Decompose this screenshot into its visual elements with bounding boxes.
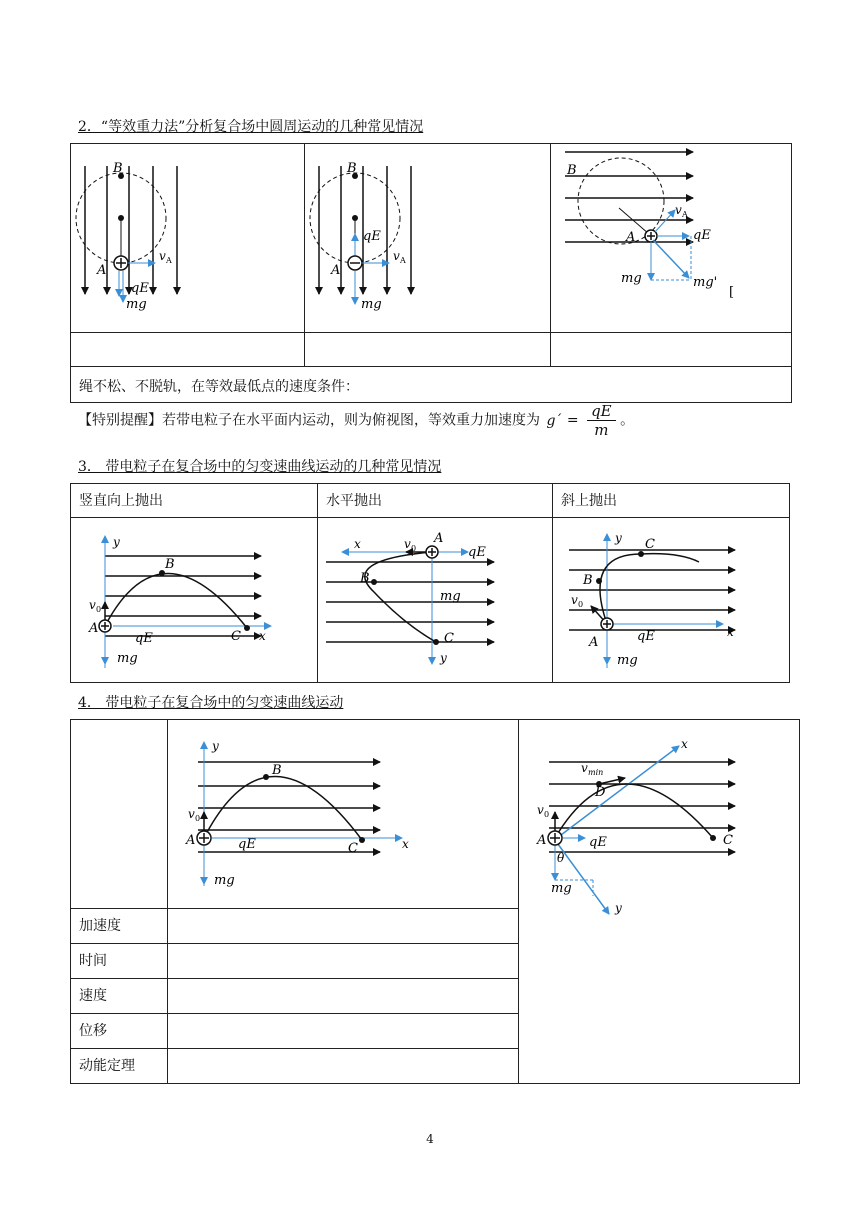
label-C: C (723, 833, 733, 848)
circle-diagram-2 (305, 144, 550, 328)
label-A: A (589, 635, 599, 650)
label-v0-sub: 0 (96, 605, 102, 614)
throw-diagram-oblique (553, 518, 789, 678)
label-qE: qE (363, 229, 381, 244)
acceleration-answer (168, 909, 519, 944)
label-qE: qE (135, 631, 153, 646)
label-D: D (595, 785, 606, 800)
label-x: x (727, 625, 734, 639)
throw-diagram-cell-2 (318, 518, 553, 683)
uniform-curve-diagram (168, 720, 518, 904)
label-vmin-sub: min (588, 768, 604, 777)
label-vA: v (675, 203, 682, 217)
label-v0-sub: 0 (578, 600, 584, 609)
row-label-kinetic-energy (71, 1049, 168, 1084)
label-B: B (113, 161, 123, 176)
circle-diagram-cell-1 (71, 144, 305, 333)
label-x: x (402, 837, 409, 851)
label-qE: qE (637, 629, 655, 644)
note-end: 。 (620, 412, 635, 429)
label-vA: v (159, 249, 166, 263)
note-prime: ´ (555, 412, 563, 429)
label-v0: v (571, 593, 578, 607)
label-v0: v (188, 807, 195, 821)
label-B: B (272, 763, 282, 778)
circle-diagram-cell-2 (305, 144, 551, 333)
label-mg: mg (440, 589, 461, 604)
row-label-velocity (71, 979, 168, 1014)
label-y: y (615, 531, 622, 545)
section4-table (70, 719, 800, 1084)
throw-diagram-cell-1 (71, 518, 318, 683)
label-v0-sub: 0 (195, 814, 201, 823)
label-C: C (348, 841, 358, 856)
label-B: B (360, 571, 370, 586)
kinetic-energy-answer (168, 1049, 519, 1084)
row-label-acceleration (71, 909, 168, 944)
label-v0: v (89, 598, 96, 612)
time-label: 时间 (79, 953, 107, 969)
label-v0: v (537, 803, 544, 817)
label-y: y (212, 739, 219, 753)
decomposition-diagram (519, 720, 799, 930)
label-qE: qE (468, 545, 486, 560)
label-mg: mg (126, 297, 147, 312)
label-qE: qE (238, 837, 256, 852)
stray-bracket: [ (729, 285, 735, 300)
label-B: B (347, 161, 357, 176)
condition-row (71, 367, 792, 403)
condition-text: 绳不松、不脱轨，在等效最低点的速度条件： (79, 379, 359, 395)
displacement-label: 位移 (79, 1023, 107, 1039)
note-fraction (587, 402, 616, 439)
section2-heading: 2．“等效重力法”分析复合场中圆周运动的几种常见情况 (78, 119, 424, 135)
uniform-curve-diagram-cell (168, 720, 519, 909)
throw-diagram-vertical (71, 518, 317, 678)
label-mg: mg (117, 651, 138, 666)
label-B: B (583, 573, 593, 588)
header-cell-1 (71, 484, 318, 518)
answer-cell-3 (551, 333, 792, 367)
label-A: A (331, 263, 341, 278)
header-cell-3 (553, 484, 790, 518)
section3-heading: 3． 带电粒子在复合场中的匀变速曲线运动的几种常见情况 (78, 459, 442, 475)
throw-diagram-cell-3 (553, 518, 790, 683)
label-x: x (354, 537, 361, 551)
section4-heading: 4． 带电粒子在复合场中的匀变速曲线运动 (78, 695, 344, 711)
label-vA: v (393, 249, 400, 263)
circle-diagram-1 (71, 144, 304, 328)
blank-cell (71, 720, 168, 909)
fraction-numerator: qE (587, 402, 616, 421)
label-v0: v (404, 537, 411, 551)
label-mg: mg (551, 881, 572, 896)
note-eq: = (566, 412, 579, 429)
section3-table (70, 483, 790, 683)
row-label-displacement (71, 1014, 168, 1049)
label-mg-prime: mg' (693, 275, 718, 290)
answer-cell-1 (71, 333, 305, 367)
label-mg: mg (214, 873, 235, 888)
special-note (78, 402, 634, 439)
header-horizontal-throw: 水平抛出 (326, 493, 382, 509)
header-cell-2 (318, 484, 553, 518)
header-vertical-throw: 竖直向上抛出 (79, 493, 163, 509)
label-y: y (440, 651, 447, 665)
circle-diagram-cell-3 (551, 144, 792, 333)
note-text: 【特别提醒】若带电粒子在水平面内运动，则为俯视图，等效重力加速度为 (78, 412, 540, 429)
label-B: B (165, 557, 175, 572)
label-y: y (615, 901, 622, 915)
page-number: 4 (426, 1132, 434, 1146)
label-x: x (259, 629, 266, 643)
throw-diagram-horizontal (318, 518, 552, 678)
label-y: y (113, 535, 120, 549)
label-vA-sub: A (166, 256, 172, 265)
label-qE: qE (693, 228, 711, 243)
label-qE: qE (589, 835, 607, 850)
label-vmin: v (581, 761, 588, 775)
label-A: A (626, 230, 636, 245)
fraction-denominator: m (594, 421, 609, 439)
label-v0-sub: 0 (411, 544, 417, 553)
label-B: B (567, 163, 577, 178)
note-g: g (546, 412, 556, 429)
section2-table (70, 143, 792, 403)
label-C: C (444, 631, 454, 646)
label-mg: mg (621, 271, 642, 286)
label-theta: θ (557, 851, 565, 865)
label-A: A (97, 263, 107, 278)
row-label-time (71, 944, 168, 979)
kinetic-energy-label: 动能定理 (79, 1058, 135, 1074)
label-x: x (681, 737, 688, 751)
velocity-label: 速度 (79, 988, 107, 1004)
label-A: A (186, 833, 196, 848)
acceleration-label: 加速度 (79, 918, 121, 934)
velocity-answer (168, 979, 519, 1014)
label-mg: mg (617, 653, 638, 668)
label-mg: mg (361, 297, 382, 312)
displacement-answer (168, 1014, 519, 1049)
label-A: A (537, 833, 547, 848)
label-vA-sub: A (400, 256, 406, 265)
label-A: A (89, 621, 99, 636)
answer-cell-2 (305, 333, 551, 367)
label-C: C (645, 537, 655, 552)
label-vA-sub: A (682, 210, 688, 219)
label-C: C (231, 629, 241, 644)
decomposition-diagram-cell (519, 720, 800, 1084)
time-answer (168, 944, 519, 979)
label-v0-sub: 0 (544, 810, 550, 819)
circle-diagram-3 (551, 144, 791, 328)
header-oblique-throw: 斜上抛出 (561, 493, 617, 509)
label-qE: qE (131, 281, 149, 296)
label-A: A (434, 531, 444, 546)
